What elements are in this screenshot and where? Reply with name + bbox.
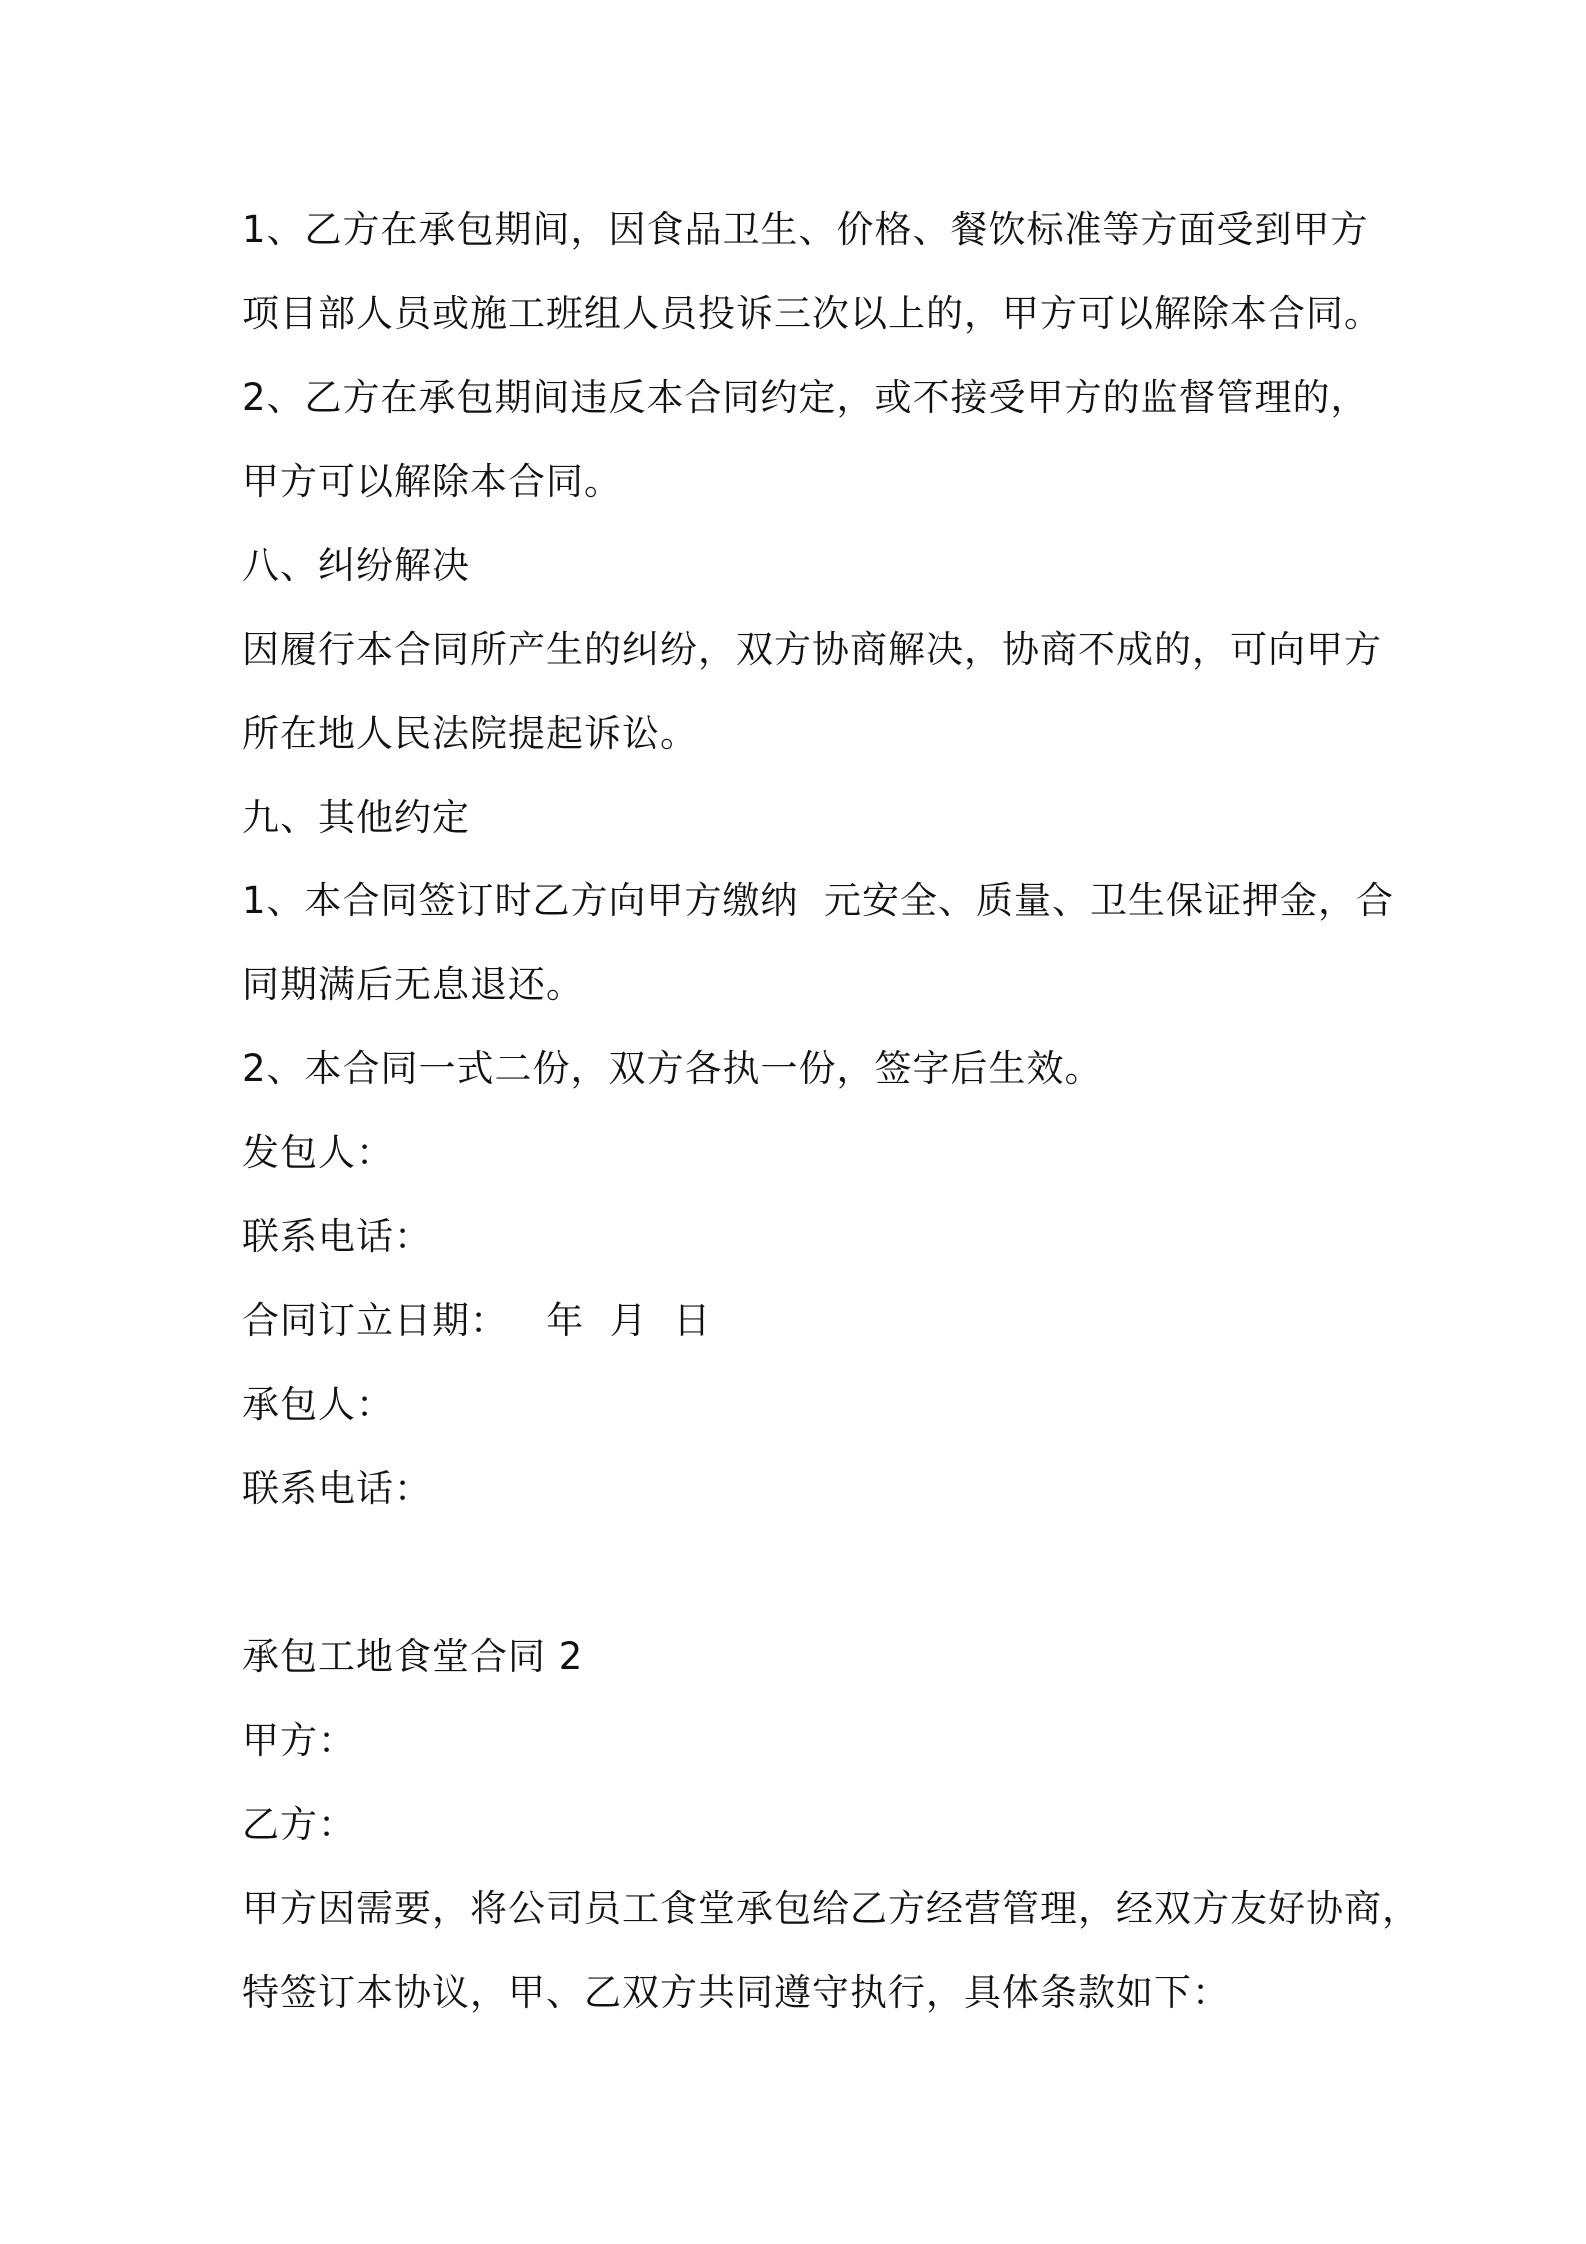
clause-7-1-line-2: 项目部人员或施工班组人员投诉三次以上的，甲方可以解除本合同。 [242,292,1382,335]
contractor-label: 承包人： [242,1383,394,1426]
contractor-issuer-label: 发包人： [242,1131,394,1174]
section-8-text-line-2: 所在地人民法院提起诉讼。 [242,712,698,755]
clause-7-2-line-1: 2、乙方在承包期间违反本合同约定，或不接受甲方的监督管理的， [242,376,1369,419]
section-9-heading: 九、其他约定 [242,796,470,839]
party-b-label: 乙方： [242,1803,356,1846]
section-8-heading: 八、纠纷解决 [242,544,470,587]
contractor-phone-label: 联系电话： [242,1467,432,1510]
contract-2-title: 承包工地食堂合同 2 [242,1635,584,1678]
intro-line-1: 甲方因需要，将公司员工食堂承包给乙方经营管理，经双方友好协商， [242,1887,1420,1930]
section-8-text-line-1: 因履行本合同所产生的纠纷，双方协商解决，协商不成的，可向甲方 [242,628,1382,671]
clause-9-1-line-1: 1、本合同签订时乙方向甲方缴纳 元安全、质量、卫生保证押金，合 [242,879,1395,922]
issuer-phone-label: 联系电话： [242,1215,432,1258]
clause-9-2-line: 2、本合同一式二份，双方各执一份，签字后生效。 [242,1047,1103,1090]
contract-date-label: 合同订立日期： 年 月 日 [242,1299,712,1342]
clause-7-2-line-2: 甲方可以解除本合同。 [242,460,622,503]
intro-line-2: 特签订本协议，甲、乙双方共同遵守执行，具体条款如下： [242,1971,1230,2014]
party-a-label: 甲方： [242,1719,356,1762]
clause-9-1-line-2: 同期满后无息退还。 [242,963,584,1006]
clause-7-1-line-1: 1、乙方在承包期间，因食品卫生、价格、餐饮标准等方面受到甲方 [242,208,1369,251]
